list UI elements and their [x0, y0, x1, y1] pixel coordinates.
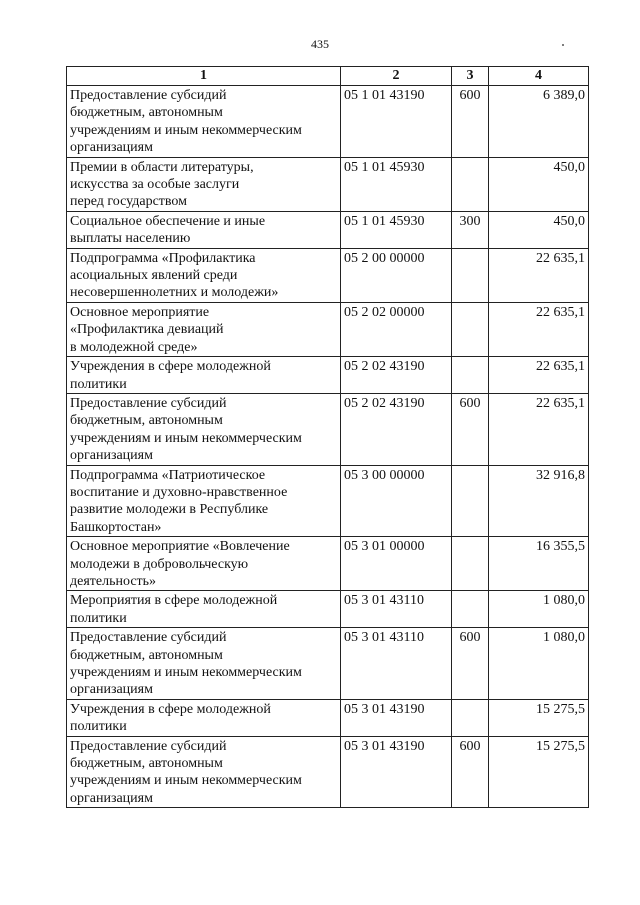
row-code-cell: 05 3 01 43190: [341, 699, 452, 736]
row-name-line: «Профилактика девиаций: [70, 322, 224, 338]
table-row: [67, 393, 589, 465]
row-name-line: развитие молодежи в Республике: [70, 502, 269, 518]
row-name-cell: [67, 211, 341, 248]
row-name-line: учреждениям и иным некоммерческим: [70, 773, 302, 789]
row-name-line: бюджетным, автономным: [70, 756, 223, 772]
row-amount-cell: 1 080,0: [489, 628, 589, 700]
page-number: 435: [311, 37, 329, 51]
row-name-line: Предоставление субсидий: [70, 88, 227, 103]
row-vr-cell: [452, 537, 489, 591]
scan-speck: [562, 44, 564, 46]
row-name-line: политики: [70, 610, 127, 626]
row-amount-cell: 22 635,1: [489, 302, 589, 356]
table-row: [67, 537, 589, 591]
row-name-cell: [67, 628, 341, 700]
row-vr-cell: 300: [452, 211, 489, 248]
row-code-cell: 05 1 01 45930: [341, 157, 452, 211]
row-name-line: выплаты населению: [70, 231, 191, 247]
row-name-cell: [67, 248, 341, 302]
row-amount-cell: 22 635,1: [489, 393, 589, 465]
row-name-line: Предоставление субсидий: [70, 738, 227, 754]
row-code-cell: 05 2 02 00000: [341, 302, 452, 356]
row-name-line: учреждениям и иным некоммерческим: [70, 665, 302, 680]
row-name-cell: [67, 357, 341, 394]
row-amount-cell: 450,0: [489, 211, 589, 248]
row-name-line: Основное мероприятие: [70, 304, 210, 320]
row-amount-cell: 15 275,5: [489, 736, 589, 808]
table-row: [67, 736, 589, 808]
row-name-cell: [67, 736, 341, 808]
row-name-line: учреждениям и иным некоммерческим: [70, 430, 302, 446]
row-amount-cell: 22 635,1: [489, 248, 589, 302]
row-name-line: в молодежной среде»: [70, 339, 198, 355]
row-vr-cell: [452, 465, 489, 537]
table-row: [67, 465, 589, 537]
row-code-cell: 05 3 01 43110: [341, 628, 452, 700]
row-name-line: организациям: [70, 140, 153, 156]
table-row: [67, 302, 589, 356]
row-vr-cell: [452, 157, 489, 211]
row-vr-cell: 600: [452, 736, 489, 808]
row-name-cell: [67, 157, 341, 211]
row-name-cell: [67, 699, 341, 736]
header-col-3: 3: [452, 67, 489, 86]
table-header: [67, 67, 589, 86]
table-row: [67, 699, 589, 736]
row-amount-cell: 6 389,0: [489, 86, 589, 158]
row-name-line: Мероприятия в сфере молодежной: [70, 593, 278, 609]
row-name-line: политики: [70, 376, 127, 392]
table-row: [67, 248, 589, 302]
table-row: [67, 86, 589, 158]
row-code-cell: 05 3 00 00000: [341, 465, 452, 537]
row-name-line: искусства за особые заслуги: [70, 177, 240, 193]
row-code-cell: 05 3 01 43110: [341, 591, 452, 628]
table-row: [67, 628, 589, 700]
row-name-line: Учреждения в сфере молодежной: [70, 701, 271, 717]
row-name-line: бюджетным, автономным: [70, 105, 223, 121]
row-amount-cell: 16 355,5: [489, 537, 589, 591]
row-name-line: Основное мероприятие «Вовлечение: [70, 539, 290, 555]
table-row: [67, 157, 589, 211]
row-name-cell: [67, 86, 341, 158]
row-name-line: организациям: [70, 448, 153, 464]
row-name-line: воспитание и духовно-нравственное: [70, 484, 288, 500]
row-name-line: молодежи в добровольческую: [70, 556, 249, 572]
header-col-4: 4: [489, 67, 589, 86]
row-name-line: Предоставление субсидий: [70, 395, 227, 411]
row-name-line: бюджетным, автономным: [70, 647, 223, 663]
row-amount-cell: 450,0: [489, 157, 589, 211]
header-row: [67, 67, 589, 86]
row-vr-cell: [452, 591, 489, 628]
row-name-line: Премии в области литературы,: [70, 159, 254, 175]
row-vr-cell: [452, 357, 489, 394]
row-name-line: Подпрограмма «Патриотическое: [70, 467, 266, 483]
row-name-cell: [67, 537, 341, 591]
row-vr-cell: 600: [452, 86, 489, 158]
row-name-line: Социальное обеспечение и иные: [70, 213, 266, 229]
row-name-line: Учреждения в сфере молодежной: [70, 359, 271, 375]
row-name-line: Предоставление субсидий: [70, 630, 227, 646]
row-code-cell: 05 1 01 45930: [341, 211, 452, 248]
row-name-line: деятельность»: [70, 573, 157, 589]
row-amount-cell: 32 916,8: [489, 465, 589, 537]
row-code-cell: 05 3 01 00000: [341, 537, 452, 591]
row-vr-cell: 600: [452, 393, 489, 465]
row-vr-cell: [452, 699, 489, 736]
row-code-cell: 05 3 01 43190: [341, 736, 452, 808]
row-name-line: перед государством: [70, 194, 188, 210]
row-code-cell: 05 2 02 43190: [341, 393, 452, 465]
row-name-cell: [67, 465, 341, 537]
table-row: [67, 211, 589, 248]
row-name-cell: [67, 591, 341, 628]
row-name-line: организациям: [70, 790, 153, 806]
budget-table: [66, 66, 589, 808]
header-col-2: 2: [341, 67, 452, 86]
row-name-line: учреждениям и иным некоммерческим: [70, 122, 302, 138]
row-name-line: бюджетным, автономным: [70, 413, 223, 429]
row-name-cell: [67, 393, 341, 465]
row-code-cell: 05 2 00 00000: [341, 248, 452, 302]
row-code-cell: 05 2 02 43190: [341, 357, 452, 394]
table-row: [67, 591, 589, 628]
row-name-line: Подпрограмма «Профилактика: [70, 250, 256, 266]
row-amount-cell: 15 275,5: [489, 699, 589, 736]
header-col-1: 1: [67, 67, 341, 86]
row-name-line: Башкортостан»: [70, 519, 162, 535]
row-name-line: политики: [70, 719, 127, 735]
row-name-line: несовершеннолетних и молодежи»: [70, 285, 279, 301]
row-amount-cell: 1 080,0: [489, 591, 589, 628]
row-amount-cell: 22 635,1: [489, 357, 589, 394]
table-row: [67, 357, 589, 394]
row-vr-cell: 600: [452, 628, 489, 700]
row-name-line: организациям: [70, 682, 153, 698]
row-vr-cell: [452, 248, 489, 302]
row-name-cell: [67, 302, 341, 356]
row-code-cell: 05 1 01 43190: [341, 86, 452, 158]
row-vr-cell: [452, 302, 489, 356]
table-body: [67, 86, 589, 808]
row-name-line: асоциальных явлений среди: [70, 268, 238, 284]
